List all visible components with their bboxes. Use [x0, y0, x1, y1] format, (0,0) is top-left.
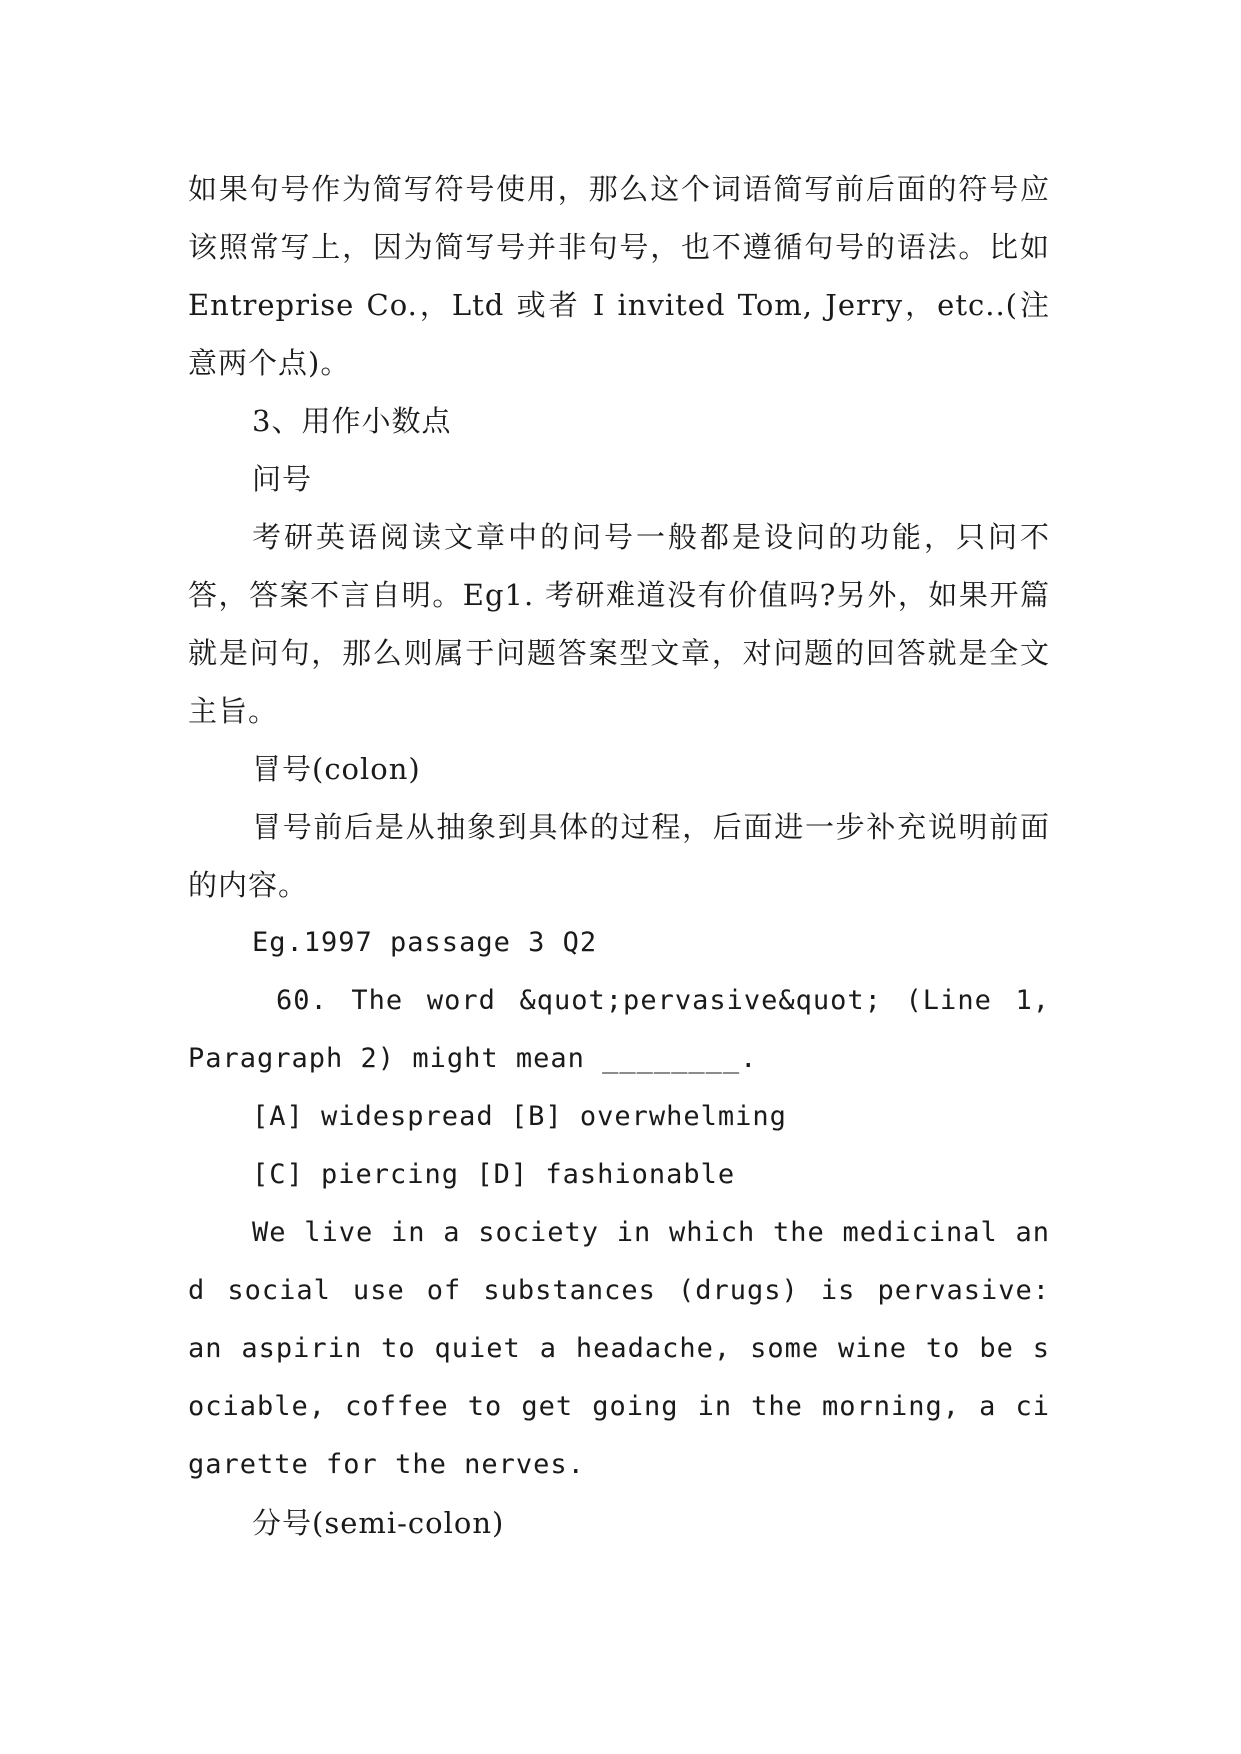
options-a-b: [A] widespread [B] overwhelming: [252, 1101, 787, 1132]
passage-excerpt: We live in a society in which the medicinal and social use of substances (drugs) is pervasive: an aspirin to quiet a headache, some wine to be sociable, coffee to get going in the morning, a cigarette for the nerves.: [188, 1217, 1068, 1480]
document-body: [188, 160, 1068, 1552]
item-decimal-point: 3、用作小数点: [252, 404, 452, 438]
paragraph-colon: 冒号前后是从抽象到具体的过程，后面进一步补充说明前面的内容。: [188, 810, 1050, 902]
paragraph-abbreviation-period: 如果句号作为简写符号使用，那么这个词语简写前后面的符号应该照常写上，因为简写号并非句号，也不遵循句号的语法。比如 Entreprise Co.，Ltd 或者 I invited Tom, Jerry，etc..(注意两个点)。: [188, 172, 1061, 380]
options-c-d: [C] piercing [D] fashionable: [252, 1159, 736, 1190]
question-60: 60. The word &quot;pervasive&quot; (Line 1, Paragraph 2) might mean ________.: [188, 985, 1068, 1074]
heading-semicolon: 分号(semi-colon): [252, 1506, 505, 1540]
example-reference: Eg.1997 passage 3 Q2: [252, 927, 598, 958]
heading-colon: 冒号(colon): [252, 752, 421, 786]
heading-question-mark: 问号: [252, 462, 313, 496]
paragraph-question-mark: 考研英语阅读文章中的问号一般都是设问的功能，只问不答，答案不言自明。Eg1. 考研难道没有价值吗?另外，如果开篇就是问句，那么则属于问题答案型文章，对问题的回答就是全文主旨。: [188, 520, 1050, 728]
